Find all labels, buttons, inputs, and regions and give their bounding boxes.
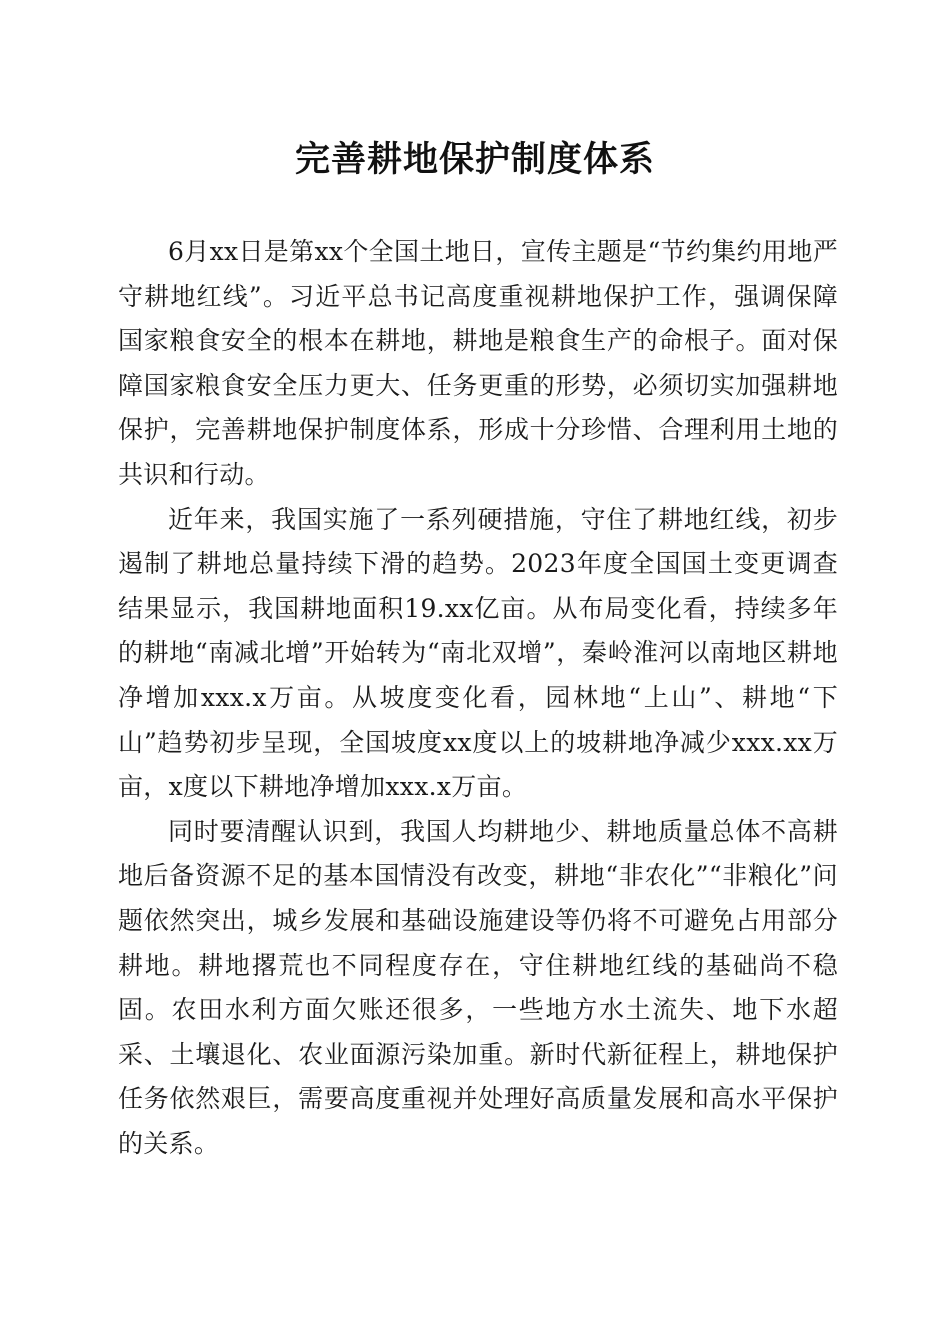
paragraph-3: 同时要清醒认识到，我国人均耕地少、耕地质量总体不高耕地后备资源不足的基本国情没有改变，耕地“非农化”“非粮化”问题依然突出，城乡发展和基础设施建设等仍将不可避免占用部分耕地。耕地撂荒也不同程度存在，守住耕地红线的基础尚不稳固。农田水利方面欠账还很多，一些地方水土流失、地下水超采、土壤退化、农业面源污染加重。新时代新征程上，耕地保护任务依然艰巨，需要高度重视并处理好高质量发展和高水平保护的关系。 (118, 816, 838, 1158)
document-title: 完善耕地保护制度体系 (294, 139, 655, 180)
document-body (118, 230, 838, 1166)
paragraph-2: 近年来，我国实施了一系列硬措施，守住了耕地红线，初步遏制了耕地总量持续下滑的趋势。2023年度全国国土变更调查结果显示，我国耕地面积19.xx亿亩。从布局变化看，持续多年的耕地“南减北增”开始转为“南北双增”，秦岭淮河以南地区耕地净增加xxx.x万亩。从坡度变化看，园林地“上山”、耕地“下山”趋势初步呈现，全国坡度xx度以上的坡耕地净减少xxx.xx万亩，x度以下耕地净增加xxx.x万亩。 (118, 504, 838, 802)
paragraph-1: 6月xx日是第xx个全国土地日，宣传主题是“节约集约用地严守耕地红线”。习近平总书记高度重视耕地保护工作，强调保障国家粮食安全的根本在耕地，耕地是粮食生产的命根子。面对保障国家粮食安全压力更大、任务更重的形势，必须切实加强耕地保护，完善耕地保护制度体系，形成十分珍惜、合理利用土地的共识和行动。 (118, 237, 838, 489)
